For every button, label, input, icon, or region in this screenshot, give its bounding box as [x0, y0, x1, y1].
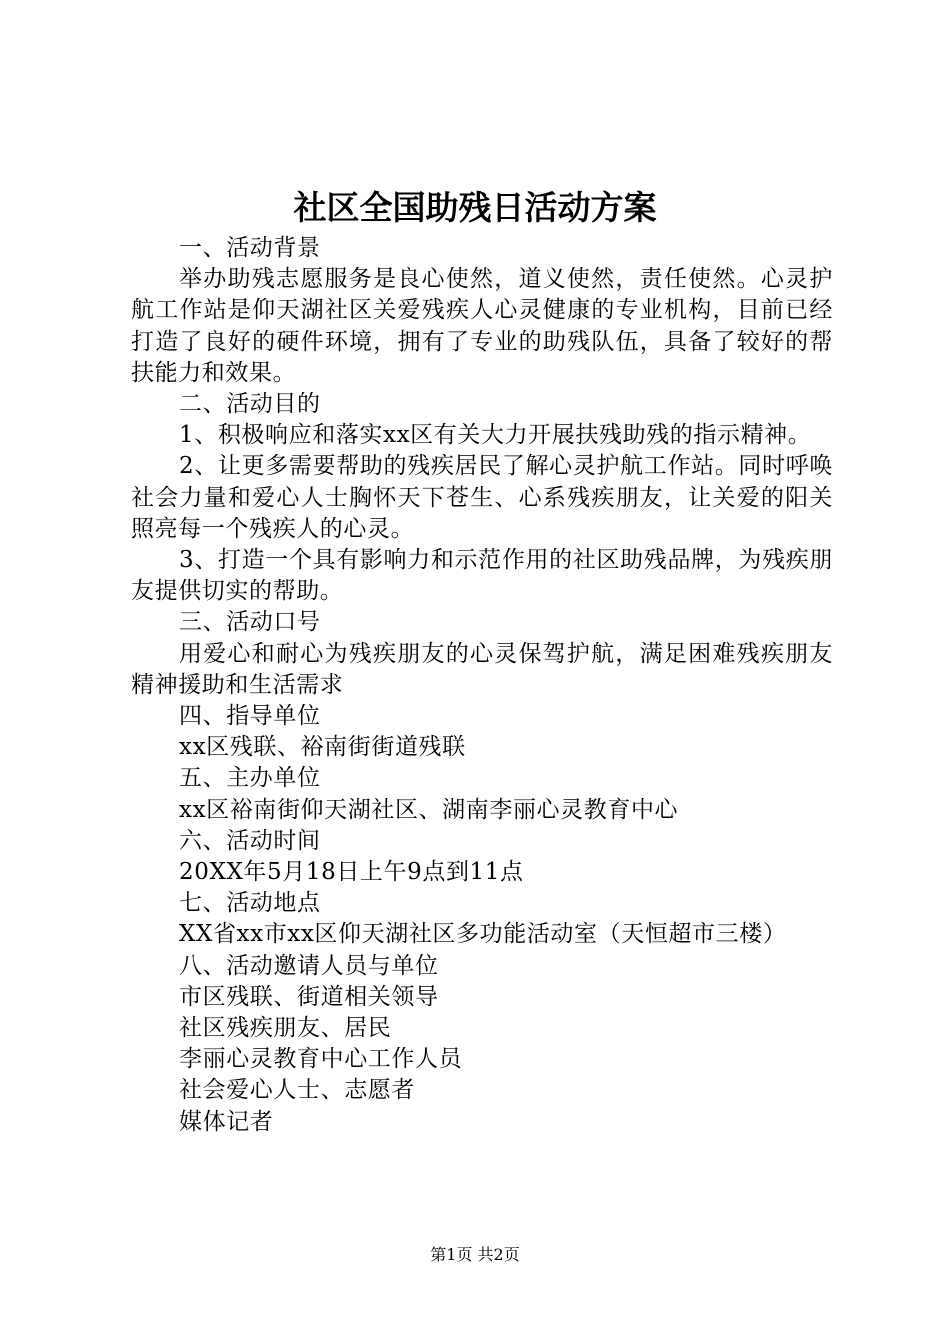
purpose-item-2: 2、让更多需要帮助的残疾居民了解心灵护航工作站。同时呼唤社会力量和爱心人士胸怀天下苍生、心系残疾朋友，让关爱的阳关照亮每一个残疾人的心灵。 — [131, 453, 833, 542]
document-title: 社区全国助残日活动方案 — [293, 188, 657, 227]
invitee-item: 媒体记者 — [179, 1108, 274, 1135]
section-heading-guidance-unit: 四、指导单位 — [179, 703, 321, 730]
page-footer: 第1页 共2页 — [430, 1245, 520, 1264]
section-heading-background: 一、活动背景 — [179, 235, 321, 261]
invitee-item: 社区残疾朋友、居民 — [179, 1015, 392, 1042]
paragraph-organizer: xx区裕南街仰天湖社区、湖南李丽心灵教育中心 — [179, 796, 679, 823]
section-heading-purpose: 二、活动目的 — [179, 391, 321, 418]
invitee-item: 市区残联、街道相关领导 — [179, 983, 439, 1010]
paragraph-location: XX省xx市xx区仰天湖社区多功能活动室（天恒超市三楼） — [179, 921, 787, 948]
document-body — [131, 233, 833, 1138]
paragraph-slogan: 用爱心和耐心为残疾朋友的心灵保驾护航，满足困难残疾朋友精神援助和生活需求 — [131, 640, 833, 698]
section-heading-time: 六、活动时间 — [179, 827, 321, 854]
purpose-item-1: 1、积极响应和落实xx区有关大力开展扶残助残的指示精神。 — [179, 422, 812, 449]
section-heading-invitees: 八、活动邀请人员与单位 — [179, 952, 439, 979]
section-heading-location: 七、活动地点 — [179, 890, 321, 917]
section-heading-slogan: 三、活动口号 — [179, 609, 321, 636]
paragraph-time: 20XX年5月18日上午9点到11点 — [179, 859, 524, 886]
invitee-item: 李丽心灵教育中心工作人员 — [179, 1046, 463, 1073]
purpose-item-3: 3、打造一个具有影响力和示范作用的社区助残品牌，为残疾朋友提供切实的帮助。 — [131, 547, 833, 605]
paragraph-background: 举办助残志愿服务是良心使然，道义使然，责任使然。心灵护航工作站是仰天湖社区关爱残疾人心灵健康的专业机构，目前已经打造了良好的硬件环境，拥有了专业的助残队伍，具备了较好的帮扶能力和效果。 — [131, 266, 833, 386]
section-heading-organizer: 五、主办单位 — [179, 765, 321, 792]
paragraph-guidance-unit: xx区残联、裕南街街道残联 — [179, 734, 466, 761]
invitee-item: 社会爱心人士、志愿者 — [179, 1077, 415, 1104]
